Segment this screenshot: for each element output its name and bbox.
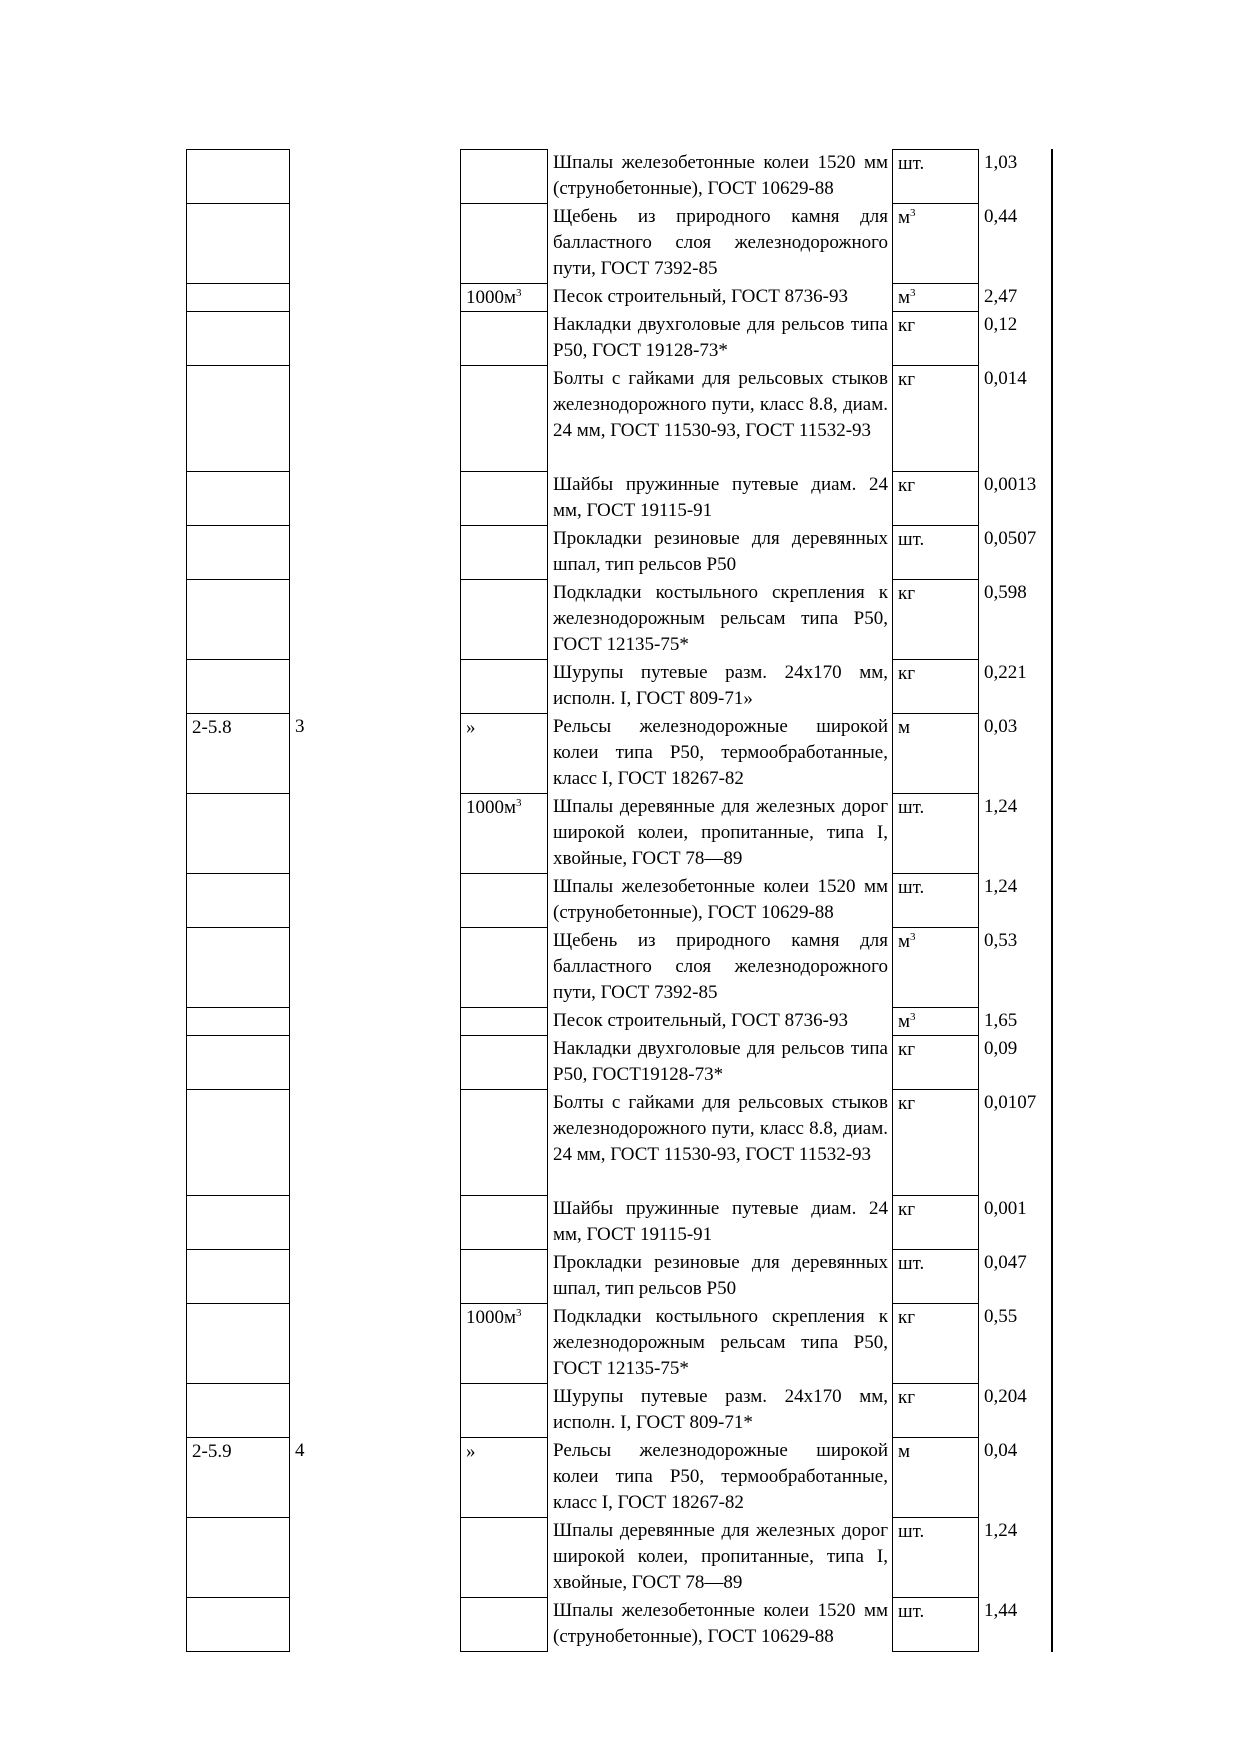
number-cell — [290, 1007, 460, 1036]
number-cell — [290, 1249, 460, 1304]
description-cell: Песок строительный, ГОСТ 8736-93 — [553, 1010, 848, 1031]
quantity-cell: 0,04 — [984, 1440, 1018, 1461]
code-cell — [186, 579, 290, 660]
quantity-cell: 0,12 — [984, 314, 1018, 335]
unit-cell: шт. — [892, 873, 979, 928]
number-cell — [290, 873, 460, 928]
unit-cell: кг — [892, 1195, 979, 1250]
measure-unit-cell — [460, 659, 548, 714]
number-cell — [290, 793, 460, 874]
quantity-cell: 0,53 — [984, 930, 1018, 951]
number-cell — [290, 1303, 460, 1384]
number-cell: 4 — [295, 1440, 305, 1461]
unit-cell: шт. — [892, 793, 979, 874]
description-cell: Болты с гайками для рельсовых стыков железнодорожного пути, класс 8.8, диам. 24 мм, ГОСТ 11530-93, ГОСТ 11532-93 — [553, 368, 888, 441]
code-cell — [186, 1383, 290, 1438]
description-cell: Рельсы железнодорожные широкой колеи типа Р50, термообработанные, класс I, ГОСТ 18267-82 — [553, 1440, 888, 1513]
description-cell: Прокладки резиновые для деревянных шпал, тип рельсов Р50 — [553, 1252, 888, 1299]
number-cell — [290, 1195, 460, 1250]
measure-unit-cell: » — [460, 713, 548, 794]
measure-unit-cell — [460, 471, 548, 526]
quantity-cell: 1,24 — [984, 876, 1018, 897]
number-cell — [290, 525, 460, 580]
number-cell — [290, 1597, 460, 1652]
quantity-cell: 0,09 — [984, 1038, 1018, 1059]
code-cell — [186, 1249, 290, 1304]
description-cell: Подкладки костыльного скрепления к железнодорожным рельсам типа Р50, ГОСТ 12135-75* — [553, 582, 888, 655]
description-cell: Шпалы железобетонные колеи 1520 мм (струнобетонные), ГОСТ 10629-88 — [553, 876, 888, 923]
description-cell: Шайбы пружинные путевые диам. 24 мм, ГОСТ 19115-91 — [553, 1198, 888, 1245]
code-cell — [186, 283, 290, 312]
quantity-cell: 0,047 — [984, 1252, 1027, 1273]
measure-unit-cell — [460, 365, 548, 472]
measure-unit-cell — [460, 1249, 548, 1304]
unit-cell: кг — [892, 1089, 979, 1196]
description-cell: Шурупы путевые разм. 24x170 мм, исполн. I, ГОСТ 809-71* — [553, 1386, 888, 1433]
measure-unit-cell — [460, 579, 548, 660]
description-cell: Шпалы деревянные для железных дорог широкой колеи, пропитанные, типа I, хвойные, ГОСТ 78—89 — [553, 796, 888, 869]
code-cell — [186, 873, 290, 928]
quantity-cell: 1,03 — [984, 152, 1018, 173]
unit-cell: кг — [892, 659, 979, 714]
number-cell — [290, 927, 460, 1008]
code-cell — [186, 365, 290, 472]
code-cell — [186, 1195, 290, 1250]
unit-cell: $м^3$ — [892, 283, 979, 312]
number-cell — [290, 149, 460, 204]
description-cell: Рельсы железнодорожные широкой колеи типа Р50, термообработанные, класс I, ГОСТ 18267-82 — [553, 716, 888, 789]
number-cell — [290, 203, 460, 284]
code-cell — [186, 1303, 290, 1384]
measure-unit-cell: $1000м^3$ — [460, 283, 548, 312]
quantity-cell: 0,55 — [984, 1306, 1018, 1327]
unit-cell: кг — [892, 1383, 979, 1438]
code-cell — [186, 659, 290, 714]
code-cell — [186, 793, 290, 874]
quantity-cell: 0,014 — [984, 368, 1027, 389]
measure-unit-cell — [460, 1035, 548, 1090]
measure-unit-cell — [460, 1517, 548, 1598]
unit-cell: кг — [892, 365, 979, 472]
unit-cell: кг — [892, 1303, 979, 1384]
code-cell — [186, 149, 290, 204]
code-cell — [186, 1089, 290, 1196]
number-cell — [290, 1517, 460, 1598]
number-cell — [290, 283, 460, 312]
description-cell: Шурупы путевые разм. 24x170 мм, исполн. I, ГОСТ 809-71» — [553, 662, 888, 709]
quantity-cell: 1,24 — [984, 1520, 1018, 1541]
unit-cell: шт. — [892, 525, 979, 580]
unit-cell: кг — [892, 471, 979, 526]
description-cell: Шайбы пружинные путевые диам. 24 мм, ГОСТ 19115-91 — [553, 474, 888, 521]
code-cell — [186, 525, 290, 580]
code-cell — [186, 203, 290, 284]
description-cell: Подкладки костыльного скрепления к железнодорожным рельсам типа Р50, ГОСТ 12135-75* — [553, 1306, 888, 1379]
code-cell — [186, 471, 290, 526]
description-cell: Щебень из природного камня для балластного слоя железнодорожного пути, ГОСТ 7392-85 — [553, 206, 888, 279]
quantity-cell: 0,0107 — [984, 1092, 1037, 1113]
number-cell — [290, 311, 460, 366]
unit-cell: шт. — [892, 1517, 979, 1598]
quantity-cell: 0,0013 — [984, 474, 1037, 495]
number-cell — [290, 365, 460, 472]
quantity-cell: 0,001 — [984, 1198, 1027, 1219]
quantity-cell: 1,65 — [984, 1010, 1018, 1031]
measure-unit-cell: $1000м^3$ — [460, 793, 548, 874]
code-cell — [186, 1597, 290, 1652]
measure-unit-cell — [460, 927, 548, 1008]
code-cell — [186, 927, 290, 1008]
code-cell: 2-5.8 — [186, 713, 290, 794]
number-cell — [290, 579, 460, 660]
table-right-border — [1051, 149, 1053, 1652]
description-cell: Прокладки резиновые для деревянных шпал, тип рельсов Р50 — [553, 528, 888, 575]
unit-cell: шт. — [892, 149, 979, 204]
measure-unit-cell — [460, 203, 548, 284]
description-cell: Шпалы железобетонные колеи 1520 мм (струнобетонные), ГОСТ 10629-88 — [553, 1600, 888, 1647]
measure-unit-cell — [460, 1007, 548, 1036]
code-cell — [186, 1517, 290, 1598]
unit-cell: кг — [892, 1035, 979, 1090]
description-cell: Песок строительный, ГОСТ 8736-93 — [553, 286, 848, 307]
code-cell — [186, 311, 290, 366]
measure-unit-cell — [460, 311, 548, 366]
number-cell — [290, 471, 460, 526]
measure-unit-cell — [460, 1383, 548, 1438]
quantity-cell: 0,204 — [984, 1386, 1027, 1407]
measure-unit-cell — [460, 1597, 548, 1652]
unit-cell: кг — [892, 311, 979, 366]
measure-unit-cell — [460, 1089, 548, 1196]
measure-unit-cell — [460, 873, 548, 928]
description-cell: Накладки двухголовые для рельсов типа Р50, ГОСТ19128-73* — [553, 1038, 888, 1085]
measure-unit-cell: » — [460, 1437, 548, 1518]
quantity-cell: 2,47 — [984, 286, 1018, 307]
measure-unit-cell — [460, 525, 548, 580]
unit-cell: $м^3$ — [892, 927, 979, 1008]
unit-cell: шт. — [892, 1249, 979, 1304]
quantity-cell: 1,24 — [984, 796, 1018, 817]
code-cell — [186, 1035, 290, 1090]
number-cell — [290, 1089, 460, 1196]
description-cell: Шпалы деревянные для железных дорог широкой колеи, пропитанные, типа I, хвойные, ГОСТ 78—89 — [553, 1520, 888, 1593]
quantity-cell: 0,0507 — [984, 528, 1037, 549]
quantity-cell: 0,598 — [984, 582, 1027, 603]
description-cell: Щебень из природного камня для балластного слоя железнодорожного пути, ГОСТ 7392-85 — [553, 930, 888, 1003]
measure-unit-cell: $1000м^3$ — [460, 1303, 548, 1384]
number-cell — [290, 659, 460, 714]
quantity-cell: 1,44 — [984, 1600, 1018, 1621]
quantity-cell: 0,03 — [984, 716, 1018, 737]
unit-cell: м — [892, 713, 979, 794]
code-cell — [186, 1007, 290, 1036]
unit-cell: шт. — [892, 1597, 979, 1652]
quantity-cell: 0,221 — [984, 662, 1027, 683]
description-cell: Шпалы железобетонные колеи 1520 мм (струнобетонные), ГОСТ 10629-88 — [553, 152, 888, 199]
unit-cell: м — [892, 1437, 979, 1518]
number-cell — [290, 1383, 460, 1438]
measure-unit-cell — [460, 149, 548, 204]
number-cell: 3 — [295, 716, 305, 737]
number-cell — [290, 1035, 460, 1090]
measure-unit-cell — [460, 1195, 548, 1250]
unit-cell: $м^3$ — [892, 1007, 979, 1036]
description-cell: Болты с гайками для рельсовых стыков железнодорожного пути, класс 8.8, диам. 24 мм, ГОСТ 11530-93, ГОСТ 11532-93 — [553, 1092, 888, 1165]
code-cell: 2-5.9 — [186, 1437, 290, 1518]
unit-cell: $м^3$ — [892, 203, 979, 284]
description-cell: Накладки двухголовые для рельсов типа Р50, ГОСТ 19128-73* — [553, 314, 888, 361]
unit-cell: кг — [892, 579, 979, 660]
quantity-cell: 0,44 — [984, 206, 1018, 227]
